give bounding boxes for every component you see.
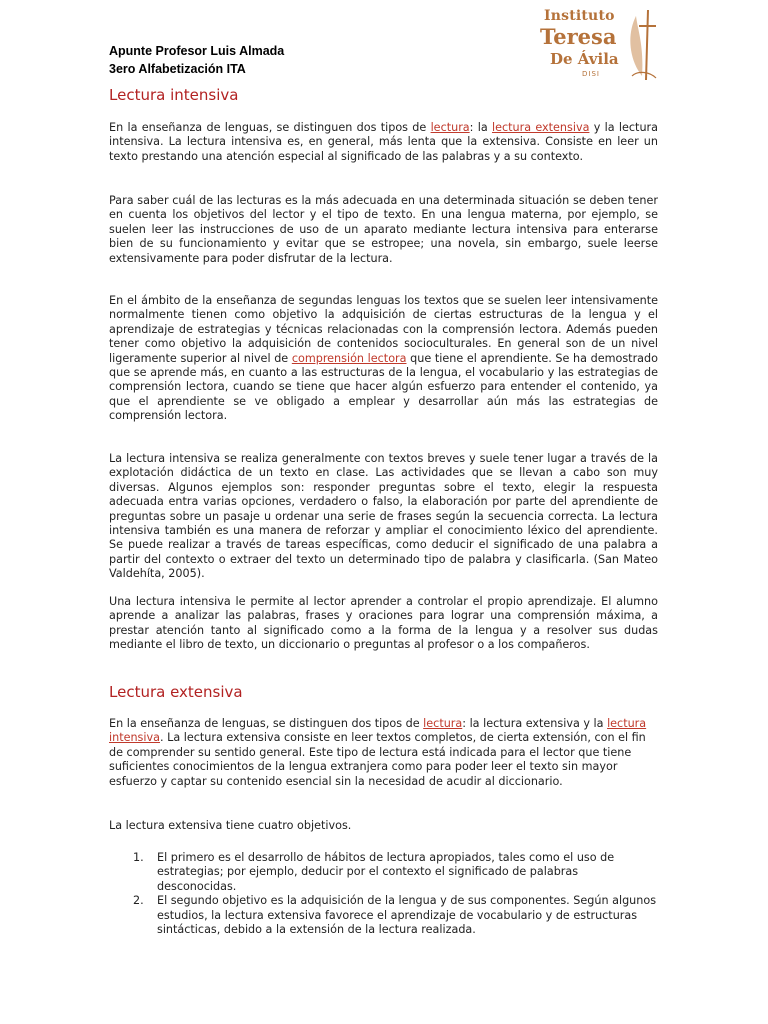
institute-logo [530,6,660,84]
logo-line-4: DISI [582,70,600,78]
list-item-text: El segundo objetivo es la adquisición de la lengua y de sus componentes. Según algunos estudios, la lectura extensiva favorece el aprendizaje de vocabulario y de estructuras sintácticas, debido a la extensión de la lectura realizada. [157,894,657,937]
paragraph: Una lectura intensiva le permite al lector aprender a controlar el propio aprendizaje. El alumno aprende a analizar las palabras, frases y oraciones para lograr una comprensión máxima, a prestar atención tanto al significado como a la forma de la lengua y a resolver sus dudas mediante el libro de texto, un diccionario o preguntas al profesor o a los compañeros. [109,595,658,652]
list-number: 2. [133,894,144,908]
logo-line-1: Instituto [544,8,615,24]
paragraph [109,121,658,164]
course-line: 3ero Alfabetización ITA [109,62,246,76]
text-run: . La lectura extensiva consiste en leer textos completos, de cierta extensión, con el fin de comprender su sentido general. Este tipo de lectura está indicada para el lector que tiene suficientes conocimientos de la lengua extranjera como para poder leer el texto sin mayor esfuerzo y captar su contenido esencial sin la necesidad de acudir al diccionario. [109,731,646,788]
paragraph: La lectura intensiva se realiza generalmente con textos breves y suele tener lugar a través de la explotación didáctica de un texto en clase. Las actividades que se llevan a cabo son muy diversas. Algunos ejemplos son: responder preguntas sobre el texto, elegir la respuesta adecuada entra varias opciones, verdadero o falso, la elaboración por parte del aprendiente de preguntas sobre un pasaje u ordenar una serie de frases según la secuencia correcta. La lectura intensiva también es una manera de reforzar y ampliar el conocimiento léxico del aprendiente. Se puede realizar a través de tareas específicas, como deducir el significado de una palabra a partir del contexto o extraer del texto un determinado tipo de palabra y clasificarla. (San Mateo Valdehíta, 2005). [109,452,658,581]
link-comprension-lectora[interactable]: comprensión lectora [291,351,407,365]
text-run: : la lectura extensiva y la [462,717,608,730]
link-lectura[interactable]: lectura [430,121,470,134]
link-lectura-intensiva[interactable]: lectura intensiva [109,717,647,745]
text-run: En la enseñanza de lenguas, se distinguen dos tipos de [109,717,424,730]
text-run: En el ámbito de la enseñanza de segundas lenguas los textos que se suelen leer intensivamente normalmente tienen como objetivo la adquisición de ciertas estructuras de la lengua y el aprendizaje de estrategias y técnicas relacionadas con la comprensión lectora. Además pueden tener como objetivo la adquisición de contenidos socioculturales. En general son de un nivel ligeramente superior al nivel de [109,294,658,365]
section-title-intensiva: Lectura intensiva [109,86,239,104]
logo-line-2: Teresa [540,24,617,49]
list-number: 1. [133,851,144,864]
document-header [109,42,284,78]
author-line: Apunte Profesor Luis Almada [109,44,285,58]
paragraph [109,294,658,424]
text-run: En la enseñanza de lenguas, se distinguen dos tipos de [109,121,431,134]
link-lectura[interactable]: lectura [423,717,463,730]
paragraph: La lectura extensiva tiene cuatro objetivos. [109,819,352,832]
paragraph [109,717,658,789]
text-run: y la lectura intensiva. La lectura intensiva es, en general, más lenta que la extensiva. Consiste en leer un texto prestando una atención especial al significado de las palabras y a su contexto. [109,121,658,163]
list-item-text: El primero es el desarrollo de hábitos de lectura apropiados, tales como el uso de estrategias; por ejemplo, deducir por el contexto el significado de palabras desconocidas. [157,851,615,893]
paragraph: Para saber cuál de las lecturas es la más adecuada en una determinada situación se deben tener en cuenta los objetivos del lector y el tipo de texto. En una lengua materna, por ejemplo, se suelen leer las instrucciones de uso de un aparato mediante lectura intensiva para enterarse bien de su funcionamiento y evitar que se estropee; una novela, sin embargo, suele leerse extensivamente para poder disfrutar de la lectura. [109,194,658,265]
link-lectura-extensiva[interactable]: lectura extensiva [491,121,590,134]
quill-cross-icon [622,6,662,84]
logo-line-3: De Ávila [550,50,619,68]
objectives-list [109,851,658,937]
list-item [109,851,658,894]
text-run: : la [469,121,492,134]
text-run: que tiene el aprendiente. Se ha demostrado que se aprende más, en cuanto a las estructuras de la lengua, el vocabulario y las estrategias de comprensión lectora, cuando se tiene que hacer algún esfuerzo para entender el contenido, ya que el aprendiente se ve obligado a emplear y desarrollar aún más las estrategias de comprensión lectora. [109,351,658,423]
section-title-extensiva: Lectura extensiva [109,683,243,701]
list-item [109,894,658,937]
